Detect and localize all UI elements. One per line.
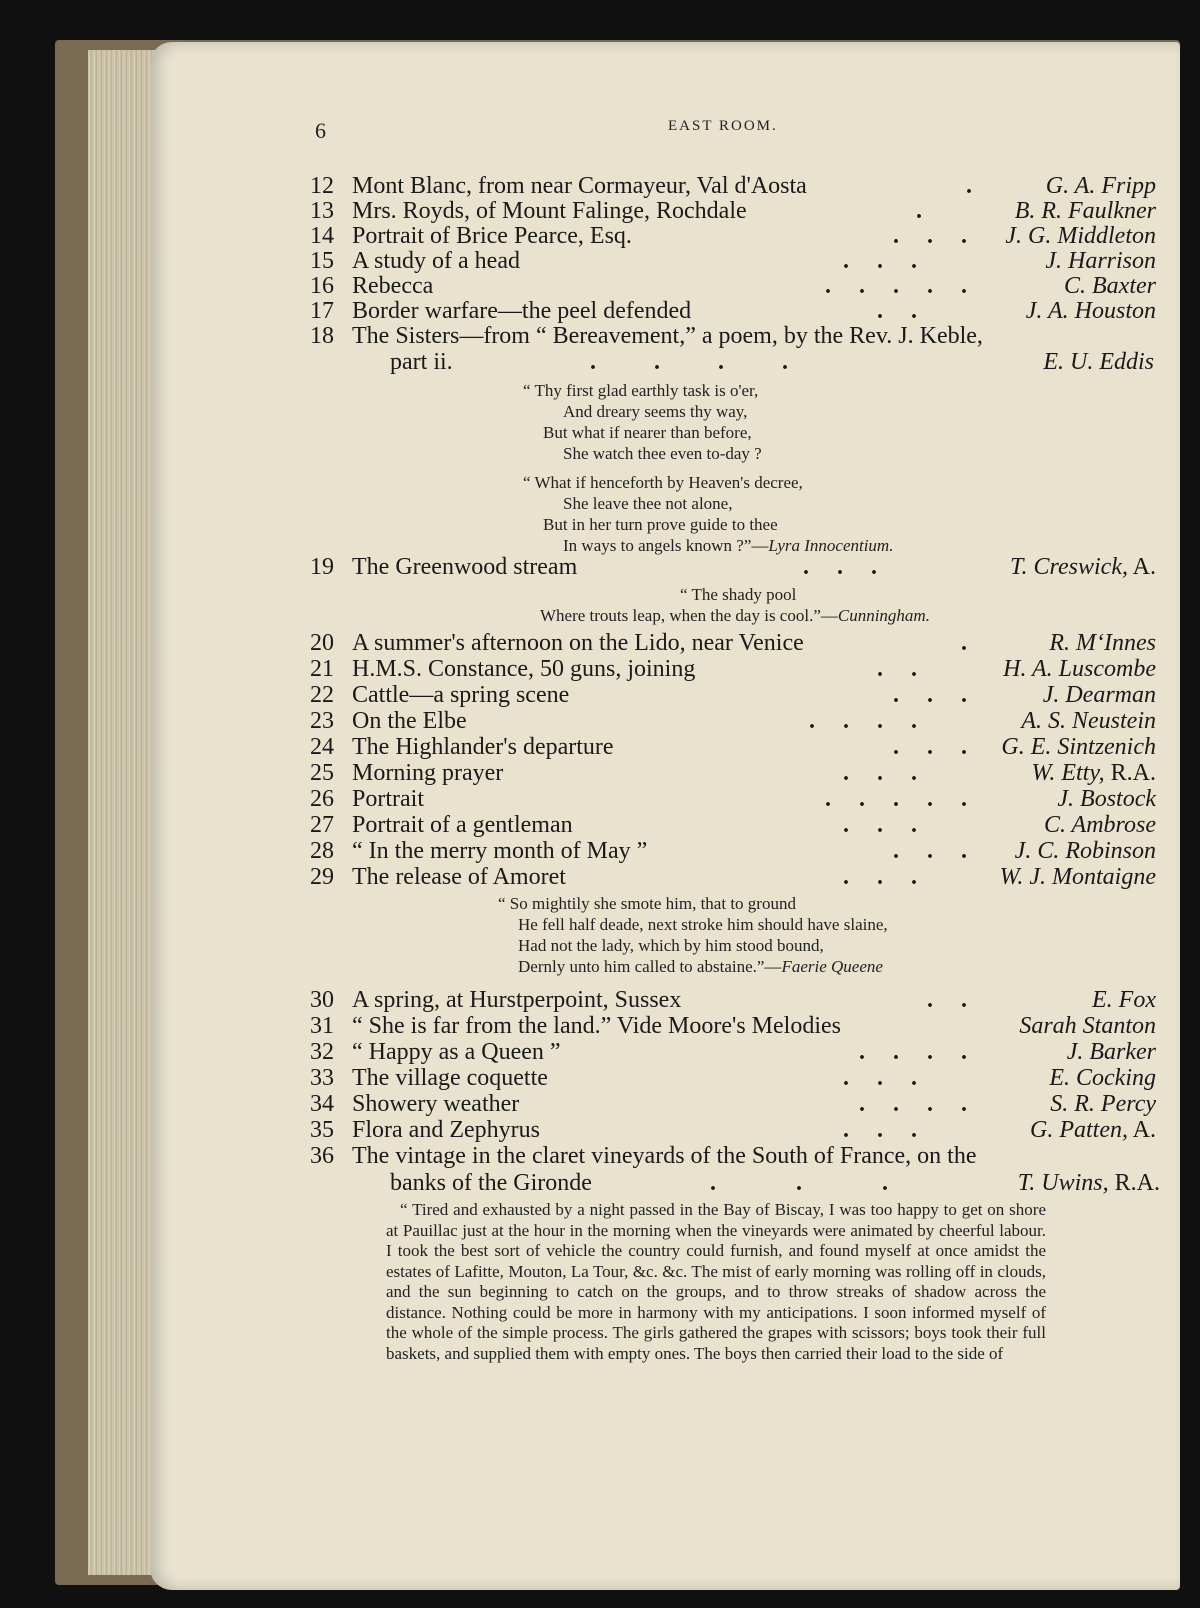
entry-continuation: banks of the Gironde ... T. Uwins, R.A. <box>390 1170 1160 1196</box>
catalogue-entry: 21 H.M.S. Constance, 50 guns, joining .. H. A. Luscombe <box>310 656 1156 682</box>
catalogue-entry: 18 The Sisters—from “ Bereavement,” a poem, by the Rev. J. Keble, <box>310 323 983 349</box>
poem-quote: “ Thy first glad earthly task is o'er, And dreary seems thy way, But what if nearer than before, She watch thee even to-day ? “ What if henceforth by Heaven's decree, She leave thee not alone, But in her turn prove guide to thee In ways to angels known ?”—Lyra Innocentium. <box>523 381 894 555</box>
catalogue-entry: 25 Morning prayer ... W. Etty, R.A. <box>310 760 1156 786</box>
catalogue-entry: 35 Flora and Zephyrus ... G. Patten, A. <box>310 1117 1156 1143</box>
catalogue-entry: 19 The Greenwood stream ... T. Creswick, A. <box>310 554 1156 580</box>
catalogue-entry: 27 Portrait of a gentleman ... C. Ambrose <box>310 812 1156 838</box>
catalogue-entry: 32 “ Happy as a Queen ” .... J. Barker <box>310 1039 1156 1065</box>
catalogue-entry: 28 “ In the merry month of May ” ... J. C. Robinson <box>310 838 1156 864</box>
catalogue-entry: 36 The vintage in the claret vineyards of the South of France, on the <box>310 1143 977 1169</box>
catalogue-entry: 13 Mrs. Royds, of Mount Falinge, Rochdale . B. R. Faulkner <box>310 198 1156 224</box>
catalogue-entry: 29 The release of Amoret ... W. J. Montaigne <box>310 864 1156 890</box>
catalogue-entry: 15 A study of a head ... J. Harrison <box>310 248 1156 274</box>
catalogue-entry: 31 “ She is far from the land.” Vide Moore's Melodies Sarah Stanton <box>310 1013 1156 1039</box>
catalogue-entry: 23 On the Elbe .... A. S. Neustein <box>310 708 1156 734</box>
catalogue-entry: 17 Border warfare—the peel defended .. J. A. Houston <box>310 298 1156 324</box>
catalogue-entry: 30 A spring, at Hurstperpoint, Sussex .. E. Fox <box>310 987 1156 1013</box>
catalogue-entry: 26 Portrait ..... J. Bostock <box>310 786 1156 812</box>
poem-quote: “ The shady pool Where trouts leap, when the day is cool.”—Cunningham. <box>540 585 930 625</box>
running-head: EAST ROOM. <box>668 118 778 134</box>
entry-continuation: part ii. .... E. U. Eddis <box>390 349 1154 375</box>
catalogue-entry: 12 Mont Blanc, from near Cormayeur, Val d'Aosta . G. A. Fripp <box>310 173 1156 199</box>
catalogue-entry: 20 A summer's afternoon on the Lido, near Venice . R. M‘Innes <box>310 630 1156 656</box>
page-header <box>0 118 1200 148</box>
uwins-quote: “ Tired and exhausted by a night passed in the Bay of Biscay, I was too happy to get on shore at Pauillac just at the hour in the morning when the vineyards were animated by cheerful labour. I took the best sort of vehicle the country could furnish, and found myself at once amidst the estates of Lafitte, Mouton, La Tour, &c. &c. The mist of early morning was rolling off in clouds, and the sun beginning to catch on the groups, and to throw streaks of shadow across the distance. Nothing could be more in harmony with my anticipations. I soon informed myself of the whole of the simple process. The girls gathered the grapes with scissors; boys took their full baskets, and supplied them with empty ones. The boys then carried their load to the side of <box>386 1200 1046 1363</box>
page-number: 6 <box>315 118 326 143</box>
catalogue-entry: 33 The village coquette ... E. Cocking <box>310 1065 1156 1091</box>
catalogue-entry: 16 Rebecca ..... C. Baxter <box>310 273 1156 299</box>
catalogue-entry: 14 Portrait of Brice Pearce, Esq. ... J. G. Middleton <box>310 223 1156 249</box>
artist-name: G. A. Fripp <box>1045 173 1156 199</box>
catalogue-entry: 24 The Highlander's departure ... G. E. Sintzenich <box>310 734 1156 760</box>
catalogue-entry: 22 Cattle—a spring scene ... J. Dearman <box>310 682 1156 708</box>
catalogue-entry: 34 Showery weather .... S. R. Percy <box>310 1091 1156 1117</box>
poem-quote: “ So mightily she smote him, that to ground He fell half deade, next stroke him should have slaine, Had not the lady, which by him stood bound, Dernly unto him called to abstaine.”—Faerie Queene <box>498 894 888 976</box>
